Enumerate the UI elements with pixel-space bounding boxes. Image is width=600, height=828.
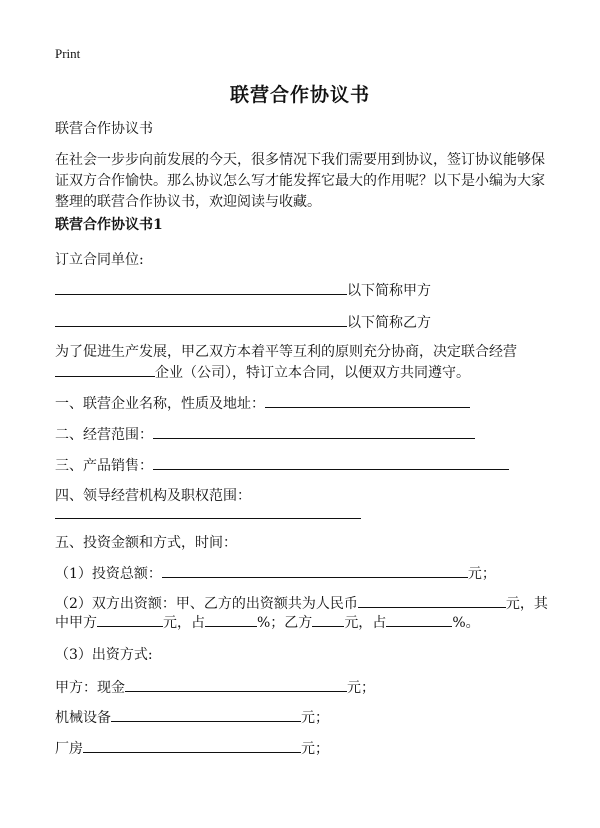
equipment-label: 机械设备 — [55, 710, 111, 726]
item-4-label: 四、领导经营机构及职权范围： — [55, 488, 251, 504]
party-b-amount-blank[interactable] — [312, 612, 344, 627]
cash-amount-blank[interactable] — [125, 677, 347, 692]
party-b-percent-blank[interactable] — [386, 612, 452, 627]
factory-amount-blank[interactable] — [83, 738, 301, 753]
item-3-row — [55, 455, 509, 476]
item-2-label: 二、经营范围： — [55, 427, 153, 443]
factory-label: 厂房 — [55, 741, 83, 757]
sub-2-row-1 — [55, 593, 548, 614]
party-b-blank[interactable] — [55, 312, 347, 327]
factory-row — [55, 738, 329, 759]
sub-2-row-2 — [55, 612, 480, 633]
cash-unit: 元； — [347, 680, 375, 696]
item-2-row — [55, 424, 475, 445]
party-b-suffix: 以下简称乙方 — [347, 315, 431, 331]
intro-paragraph: 在社会一步步向前发展的今天，很多情况下我们需要用到协议，签订协议能够保证双方合作愉快。那么协议怎么写才能发挥它最大的作用呢？以下是小编为大家整理的联营合作协议书，欢迎阅读与收藏。 — [55, 152, 545, 210]
venture-name-address-blank[interactable] — [265, 393, 470, 408]
product-sales-blank[interactable] — [153, 455, 509, 470]
total-investment-blank[interactable] — [162, 563, 468, 578]
party-a-percent-blank[interactable] — [205, 612, 257, 627]
factory-unit: 元； — [301, 741, 329, 757]
print-link[interactable]: Print — [55, 46, 81, 61]
venture-name-blank[interactable] — [55, 362, 155, 377]
combined-capital-blank[interactable] — [358, 593, 506, 608]
purpose-line-1: 为了促进生产发展，甲乙双方本着平等互利的原则充分协商，决定联合经营 — [55, 344, 517, 360]
party-b-row — [55, 312, 431, 333]
sub-1-unit: 元； — [467, 566, 496, 582]
party-a-share-label: 元，占 — [163, 615, 205, 631]
sub-1-row — [55, 563, 496, 584]
parties-label: 订立合同单位: — [55, 252, 144, 268]
sub-1-label: （1）投资总额： — [55, 566, 162, 582]
management-scope-blank[interactable] — [55, 504, 361, 519]
purpose-line-2-text: 企业（公司），特订立本合同，以便双方共同遵守。 — [155, 365, 470, 381]
item-3-label: 三、产品销售： — [55, 458, 153, 474]
item-5-label: 五、投资金额和方式，时间： — [55, 535, 237, 551]
party-a-row — [55, 280, 431, 301]
equipment-unit: 元； — [301, 710, 329, 726]
document-subtitle: 联营合作协议书 — [55, 121, 153, 137]
equipment-amount-blank[interactable] — [111, 707, 301, 722]
equipment-row — [55, 707, 329, 728]
cash-row — [55, 677, 375, 698]
party-a-suffix: 以下简称甲方 — [347, 283, 431, 299]
party-b-share-label: 元，占 — [344, 615, 387, 631]
sub-2-text-2: 元，其 — [505, 596, 548, 612]
party-a-amount-blank[interactable] — [97, 612, 163, 627]
party-b-label: %；乙方 — [257, 615, 313, 631]
purpose-line-2 — [55, 362, 470, 383]
item-4-blank-row — [55, 504, 361, 525]
sub-3-label: （3）出资方式: — [55, 647, 153, 663]
business-scope-blank[interactable] — [153, 424, 475, 439]
item-1-row — [55, 393, 470, 414]
party-a-blank[interactable] — [55, 280, 347, 295]
document-title: 联营合作协议书 — [229, 84, 370, 106]
sub-2-text-1: （2）双方出资额：甲、乙方的出资额共为人民币 — [55, 596, 358, 612]
cash-label: 甲方：现金 — [55, 680, 125, 696]
percent-end: %。 — [452, 615, 480, 631]
section-heading: 联营合作协议书1 — [55, 217, 163, 233]
item-1-label: 一、联营企业名称，性质及地址： — [55, 396, 265, 412]
party-a-label: 中甲方 — [55, 615, 97, 631]
